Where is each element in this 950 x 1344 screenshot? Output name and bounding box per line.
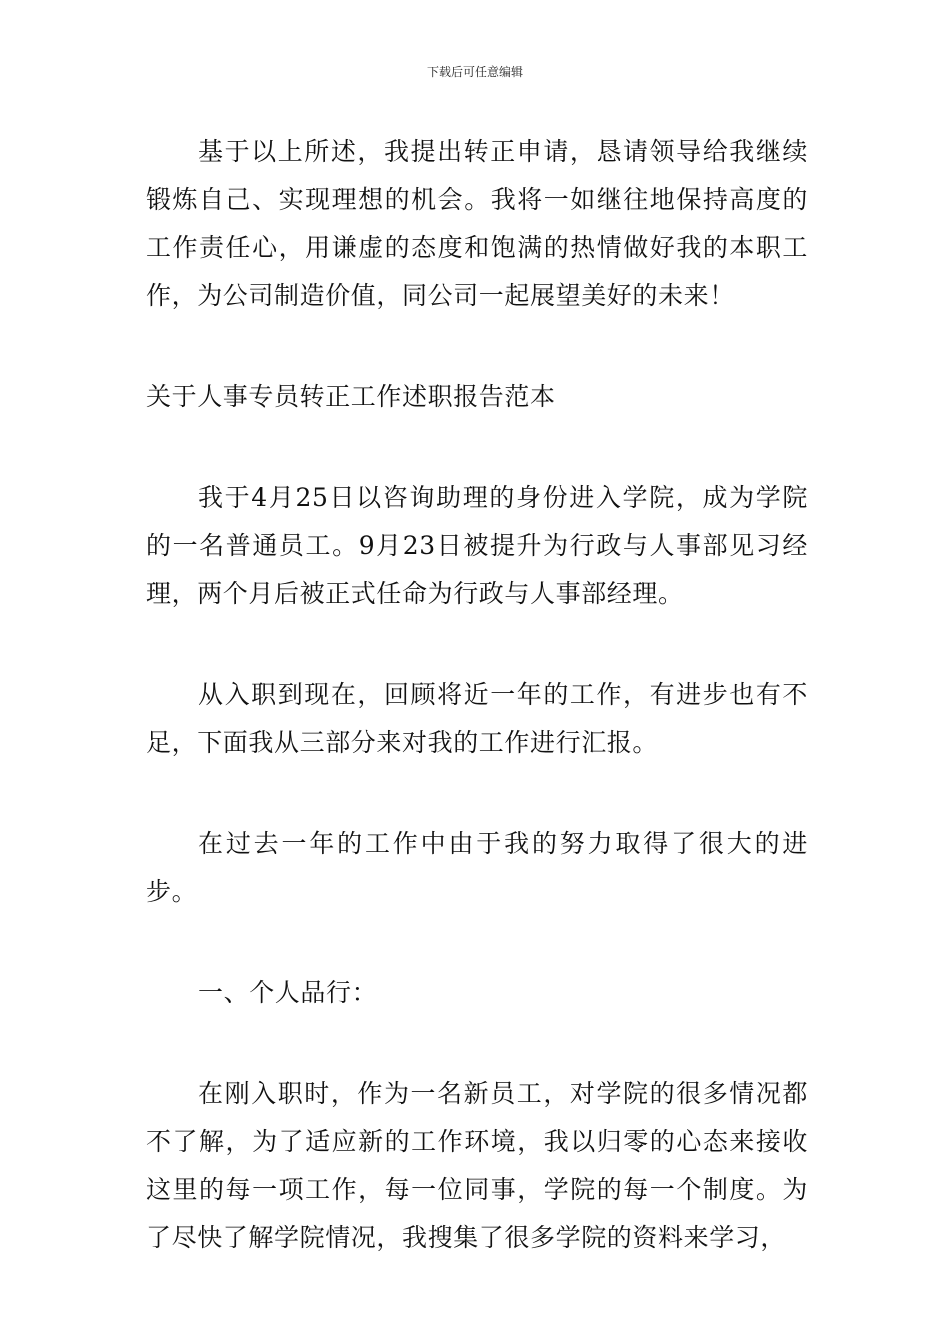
document-body	[146, 128, 808, 1262]
paragraph-progress: 在过去一年的工作中由于我的努力取得了很大的进步。	[146, 829, 808, 906]
section-heading-personal-conduct: 一、个人品行：	[198, 978, 378, 1007]
paragraph-personal-conduct: 在刚入职时，作为一名新员工，对学院的很多情况都不了解，为了适应新的工作环境，我以归零的心态来接收这里的每一项工作，每一位同事，学院的每一个制度。为了尽快了解学院情况，我搜集了很多学院的资料来学习，	[146, 1079, 808, 1252]
page-header-note: 下载后可任意编辑	[426, 65, 523, 79]
section-title: 关于人事专员转正工作述职报告范本	[146, 382, 556, 411]
paragraph-application-conclusion: 基于以上所述，我提出转正申请，恳请领导给我继续锻炼自己、实现理想的机会。我将一如继往地保持高度的工作责任心，用谦虚的态度和饱满的热情做好我的本职工作，为公司制造价值，同公司一起展望美好的未来！	[146, 137, 808, 310]
paragraph-review-intro: 从入职到现在，回顾将近一年的工作，有进步也有不足，下面我从三部分来对我的工作进行汇报。	[146, 680, 808, 757]
paragraph-entry-history: 我于4月25日以咨询助理的身份进入学院，成为学院的一名普通员工。9月23日被提升为行政与人事部见习经理，两个月后被正式任命为行政与人事部经理。	[146, 483, 808, 608]
